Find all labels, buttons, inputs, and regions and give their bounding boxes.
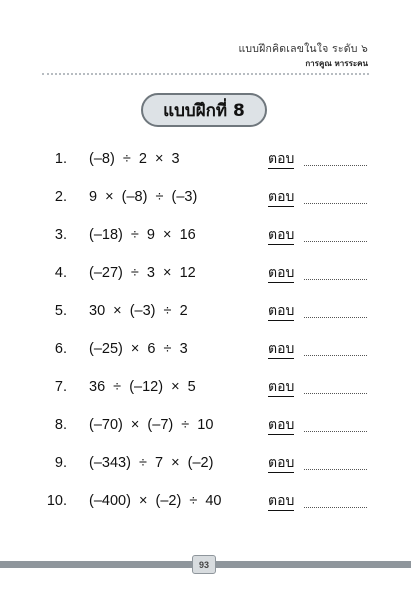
problem-number: 8. <box>54 417 67 433</box>
problem-number: 6. <box>54 341 67 357</box>
problem-row <box>0 181 411 219</box>
problem-expression: 9 × (–8) ÷ (–3) <box>89 189 198 205</box>
problem-row <box>0 485 411 523</box>
answer-label: ตอบ <box>268 265 295 281</box>
answer-blank[interactable] <box>304 355 367 356</box>
problem-expression: (–400) × (–2) ÷ 40 <box>89 493 222 509</box>
problem-row <box>0 295 411 333</box>
answer-label: ตอบ <box>268 417 295 433</box>
problem-number: 4. <box>54 265 67 281</box>
problem-number: 2. <box>54 189 67 205</box>
problem-expression: 36 ÷ (–12) × 5 <box>89 379 196 395</box>
exercise-title-badge <box>141 93 267 127</box>
problem-row <box>0 333 411 371</box>
problem-row <box>0 257 411 295</box>
problem-expression: 30 × (–3) ÷ 2 <box>89 303 188 319</box>
answer-label: ตอบ <box>268 303 295 319</box>
problem-expression: (–343) ÷ 7 × (–2) <box>89 455 214 471</box>
answer-blank[interactable] <box>304 203 367 204</box>
problem-row <box>0 219 411 257</box>
answer-label: ตอบ <box>268 379 295 395</box>
answer-blank[interactable] <box>304 431 367 432</box>
problem-expression: (–25) × 6 ÷ 3 <box>89 341 188 357</box>
answer-blank[interactable] <box>304 507 367 508</box>
answer-label: ตอบ <box>268 493 295 509</box>
problem-list <box>0 143 411 523</box>
page-number: 93 <box>198 559 209 570</box>
answer-blank[interactable] <box>304 317 367 318</box>
problem-number: 9. <box>54 455 67 471</box>
answer-blank[interactable] <box>304 393 367 394</box>
problem-expression: (–27) ÷ 3 × 12 <box>89 265 196 281</box>
answer-blank[interactable] <box>304 469 367 470</box>
chapter-subtitle: การคูณ หารระคน <box>305 59 368 68</box>
problem-expression: (–18) ÷ 9 × 16 <box>89 227 196 243</box>
problem-row <box>0 447 411 485</box>
answer-label: ตอบ <box>268 189 295 205</box>
problem-row <box>0 143 411 181</box>
problem-expression: (–8) ÷ 2 × 3 <box>89 151 180 167</box>
header-divider <box>42 73 369 75</box>
problem-number: 3. <box>54 227 67 243</box>
answer-label: ตอบ <box>268 341 295 357</box>
answer-blank[interactable] <box>304 279 367 280</box>
answer-label: ตอบ <box>268 151 295 167</box>
exercise-title: แบบฝึกที่ 8 <box>163 100 245 121</box>
answer-label: ตอบ <box>268 227 295 243</box>
problem-row <box>0 409 411 447</box>
book-title: แบบฝึกคิดเลขในใจ ระดับ ๖ <box>238 43 368 55</box>
answer-blank[interactable] <box>304 241 367 242</box>
problem-number: 7. <box>54 379 67 395</box>
page-number-tab <box>192 555 216 574</box>
problem-number: 10. <box>46 493 67 509</box>
problem-expression: (–70) × (–7) ÷ 10 <box>89 417 214 433</box>
answer-blank[interactable] <box>304 165 367 166</box>
problem-row <box>0 371 411 409</box>
problem-number: 5. <box>54 303 67 319</box>
problem-number: 1. <box>54 151 67 167</box>
answer-label: ตอบ <box>268 455 295 471</box>
